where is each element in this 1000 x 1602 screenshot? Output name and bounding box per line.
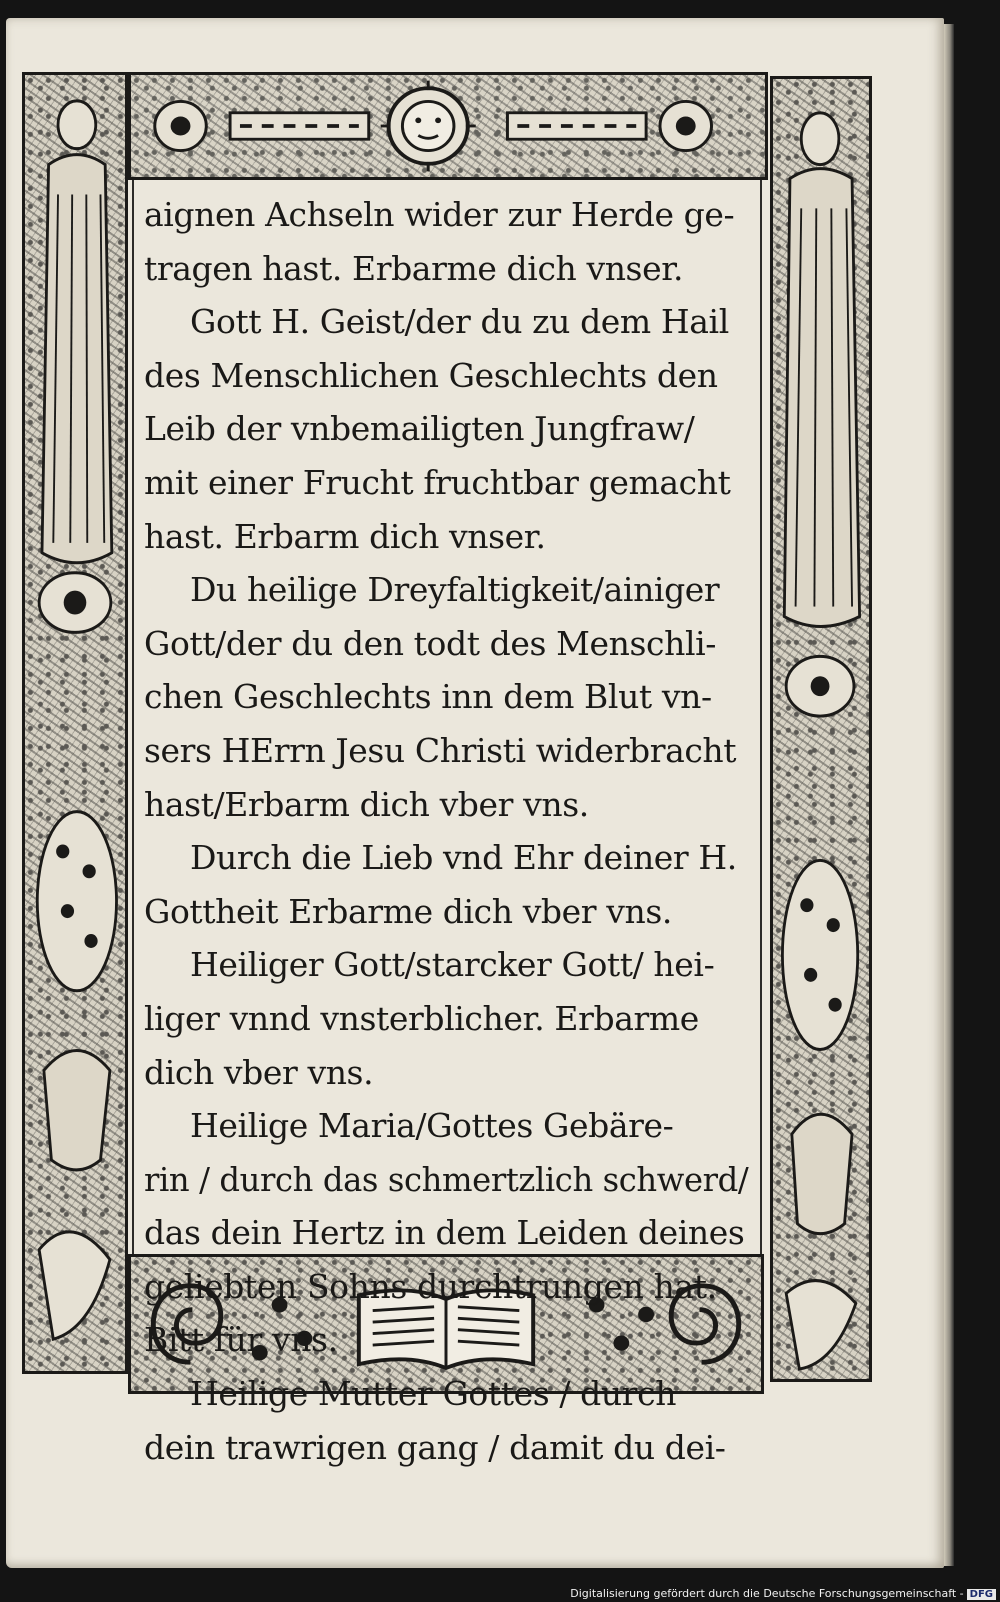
text-line: Gottheit Erbarme dich vber vns. [144, 891, 672, 931]
text-line: das dein Hertz in dem Leiden deines [144, 1213, 745, 1253]
text-line: Du heilige Dreyfaltigkeit/ainiger [190, 570, 720, 610]
text-line: dich vber vns. [144, 1052, 374, 1092]
text-line: dein trawrigen gang / damit du dei- [144, 1427, 726, 1467]
top-woodcut-border [128, 72, 768, 180]
text-line: Heilige Maria/Gottes Gebäre- [190, 1106, 674, 1146]
text-line: Heilige Mutter Gottes / durch [190, 1374, 677, 1414]
page-edge [944, 24, 954, 1566]
page-text [132, 180, 762, 1467]
text-line: rin / durch das schmertzlich schwerd/ [144, 1159, 749, 1199]
text-line: hast/Erbarm dich vber vns. [144, 784, 589, 824]
text-line: Heiliger Gott/starcker Gott/ hei- [190, 945, 715, 985]
right-woodcut-border [770, 76, 872, 1382]
text-line: sers HErrn Jesu Christi widerbracht [144, 730, 737, 770]
text-line: chen Geschlechts inn dem Blut vn- [144, 677, 712, 717]
text-line: Bitt für vns. [144, 1320, 338, 1360]
sun-face-woodcut-icon [131, 75, 765, 177]
text-line: Durch die Lieb vnd Ehr deiner H. [190, 838, 737, 878]
text-line: aignen Achseln wider zur Herde ge- [144, 195, 735, 234]
text-line: hast. Erbarm dich vnser. [144, 516, 546, 556]
left-figure-woodcut-icon [25, 75, 125, 1371]
text-line: tragen hast. Erbarme dich vnser. [144, 248, 684, 288]
text-line: Gott H. Geist/der du zu dem Hail [190, 302, 729, 342]
right-figure-woodcut-icon [773, 79, 869, 1379]
dfg-logo: DFG [967, 1589, 996, 1600]
text-line: liger vnnd vnsterblicher. Erbarme [144, 998, 699, 1038]
text-line: mit einer Frucht fruchtbar gemacht [144, 462, 731, 502]
text-line: geliebten Sohns durchtrungen hat. [144, 1266, 717, 1306]
text-line: des Menschlichen Geschlechts den [144, 355, 718, 395]
text-line: Gott/der du den todt des Menschli- [144, 623, 717, 663]
digitization-credit [570, 1587, 996, 1600]
text-line: Leib der vnbemailigten Jungfraw/ [144, 409, 695, 449]
left-woodcut-border [22, 72, 128, 1374]
credit-text: Digitalisierung gefördert durch die Deutsche Forschungsgemeinschaft - [570, 1587, 964, 1600]
